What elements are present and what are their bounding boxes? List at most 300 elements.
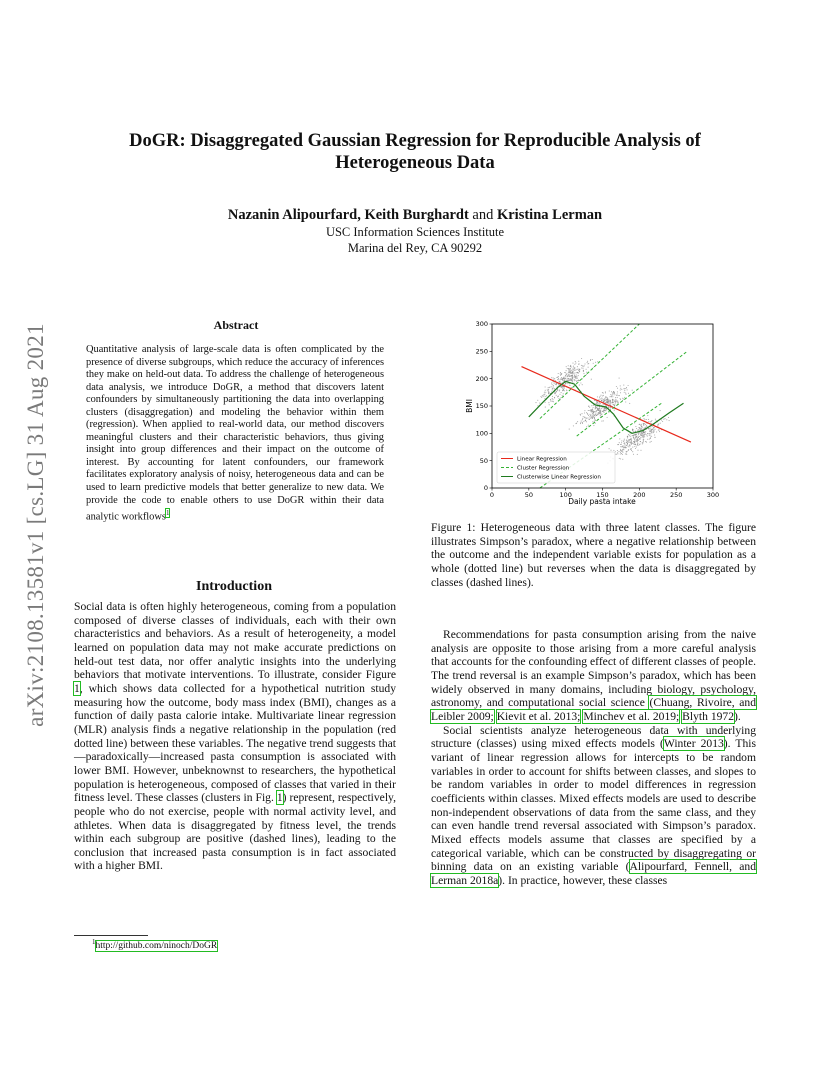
scatter-point [593,367,594,368]
scatter-point [599,402,600,403]
scatter-point [644,434,645,435]
scatter-point [604,400,605,401]
scatter-point [623,441,624,442]
y-axis-label: BMI [465,399,474,413]
scatter-point [614,392,615,393]
cluster-regression-line [540,324,639,419]
scatter-point [638,436,639,437]
scatter-point [612,392,613,393]
scatter-point [607,397,608,398]
scatter-point [545,386,546,387]
scatter-point [615,454,616,455]
scatter-point [626,452,627,453]
scatter-point [606,408,607,409]
scatter-point [554,393,555,394]
scatter-point [596,401,597,402]
scatter-point [579,371,580,372]
scatter-point [562,395,563,396]
scatter-point [650,428,651,429]
scatter-point [568,375,569,376]
scatter-point [570,368,571,369]
citation-link[interactable]: (Chuang, Rivoire, and Leibler 2009; [431,696,756,723]
scatter-points [535,358,673,464]
scatter-point [644,423,645,424]
introduction-heading: Introduction [196,579,272,594]
scatter-point [616,386,617,387]
scatter-point [578,370,579,371]
scatter-point [556,377,557,378]
scatter-point [625,445,626,446]
scatter-point [620,449,621,450]
scatter-point [617,402,618,403]
scatter-point [557,390,558,391]
scatter-point [545,390,546,391]
y-tick-label: 300 [475,320,488,329]
scatter-point [638,440,639,441]
scatter-point [584,410,585,411]
scatter-point [588,425,589,426]
scatter-point [593,412,594,413]
scatter-point [569,379,570,380]
intro-text-3: ) represent, respectively, people who do not exercise, people with normal activity level, and athletes. When data is disaggregated by fitness level, the trends within each subgroup are positive (dashed lines), leading to the conclusion that increased pasta consumption is in fact associated with a higher BMI. [74,791,396,873]
scatter-point [629,442,630,443]
scatter-point [552,388,553,389]
scatter-point [583,373,584,374]
scatter-point [639,433,640,434]
scatter-point [562,386,563,387]
chart-legend [497,452,615,483]
scatter-point [657,424,658,425]
scatter-point [583,366,584,367]
scatter-point [593,425,594,426]
scatter-point [582,368,583,369]
scatter-point [617,397,618,398]
scatter-point [607,400,608,401]
scatter-point [624,388,625,389]
scatter-point [572,372,573,373]
scatter-point [597,396,598,397]
scatter-point [581,413,582,414]
scatter-point [543,396,544,397]
scatter-point [614,410,615,411]
scatter-point [618,451,619,452]
scatter-point [592,409,593,410]
scatter-point [584,365,585,366]
scatter-point [645,424,646,425]
scatter-point [559,389,560,390]
scatter-point [571,387,572,388]
citation-link[interactable]: Winter 2013 [663,737,724,751]
scatter-point [593,407,594,408]
scatter-point [575,380,576,381]
scatter-point [624,439,625,440]
scatter-point [603,404,604,405]
scatter-point [620,385,621,386]
scatter-point [578,369,579,370]
scatter-point [633,429,634,430]
scatter-point [593,414,594,415]
scatter-point [617,450,618,451]
citation-link[interactable]: Minchev et al. 2019; [583,709,680,723]
scatter-point [598,413,599,414]
scatter-point [551,386,552,387]
scatter-point [657,426,658,427]
scatter-point [605,402,606,403]
scatter-point [619,442,620,443]
scatter-point [653,427,654,428]
scatter-point [637,454,638,455]
scatter-point [571,378,572,379]
scatter-point [649,430,650,431]
scatter-point [571,370,572,371]
scatter-point [595,420,596,421]
scatter-point [628,440,629,441]
citation-link[interactable]: Blyth 1972 [682,709,735,723]
scatter-point [630,445,631,446]
scatter-point [649,442,650,443]
scatter-point [640,435,641,436]
scatter-point [640,434,641,435]
scatter-point [564,379,565,380]
scatter-point [552,381,553,382]
scatter-point [621,453,622,454]
scatter-point [647,436,648,437]
scatter-point [635,426,636,427]
scatter-point [643,440,644,441]
scatter-point [620,446,621,447]
scatter-point [601,398,602,399]
scatter-point [574,367,575,368]
scatter-point [654,434,655,435]
footnote-divider [74,935,148,936]
scatter-point [642,437,643,438]
scatter-point [643,425,644,426]
scatter-point [630,449,631,450]
scatter-point [609,390,610,391]
scatter-point [593,416,594,417]
footnote-ref-link[interactable]: 1 [165,509,170,518]
citation-link[interactable]: Alipourfard, Fennell, and Lerman 2018a [431,860,756,887]
scatter-point [627,436,628,437]
scatter-point [580,414,581,415]
scatter-point [640,424,641,425]
scatter-point [649,438,650,439]
scatter-point [584,363,585,364]
scatter-point [589,410,590,411]
scatter-point [561,373,562,374]
scatter-point [642,435,643,436]
scatter-point [638,427,639,428]
scatter-point [647,433,648,434]
scatter-point [586,372,587,373]
scatter-point [622,454,623,455]
figure-caption: Figure 1: Heterogeneous data with three latent classes. The figure illustrates Simpson’s paradox, where a negative relationship between the outcome and the independent variable exists for population as a whole (dotted line) but reverses when the data is disaggregated by classes (dashed lines). [431,521,756,589]
scatter-point [561,392,562,393]
scatter-point [600,403,601,404]
right-text-5: ). In practice, however, these classes [498,873,668,887]
scatter-point [572,369,573,370]
scatter-point [548,402,549,403]
scatter-point [594,414,595,415]
scatter-point [573,369,574,370]
scatter-point [569,383,570,384]
scatter-point [637,442,638,443]
scatter-point [627,389,628,390]
scatter-point [556,395,557,396]
scatter-point [550,401,551,402]
scatter-point [640,429,641,430]
scatter-point [635,438,636,439]
scatter-point [625,401,626,402]
scatter-point [565,374,566,375]
scatter-point [581,365,582,366]
scatter-point [622,459,623,460]
scatter-point [597,414,598,415]
scatter-point [655,419,656,420]
scatter-point [621,451,622,452]
scatter-point [600,398,601,399]
y-tick-label: 0 [483,484,488,493]
scatter-point [592,421,593,422]
scatter-point [574,370,575,371]
scatter-point [631,450,632,451]
scatter-point [568,365,569,366]
scatter-point [609,396,610,397]
scatter-point [643,441,644,442]
scatter-point [582,419,583,420]
scatter-point [650,438,651,439]
scatter-point [592,418,593,419]
scatter-point [617,393,618,394]
figure-1-chart [464,318,726,510]
scatter-point [603,395,604,396]
scatter-point [620,450,621,451]
scatter-point [551,383,552,384]
scatter-point [603,420,604,421]
scatter-point [552,389,553,390]
scatter-point [592,413,593,414]
scatter-point [539,403,540,404]
scatter-point [627,443,628,444]
scatter-point [558,384,559,385]
scatter-point [571,380,572,381]
scatter-point [588,406,589,407]
scatter-point [624,444,625,445]
scatter-point [568,378,569,379]
scatter-point [566,390,567,391]
scatter-point [564,376,565,377]
scatter-point [624,397,625,398]
scatter-point [621,442,622,443]
footnote [92,938,217,951]
scatter-point [612,400,613,401]
scatter-point [615,451,616,452]
right-text-3: Social scientists analyze heterogeneous data with underlying structure (classes) using mixed effects models ( [431,723,756,751]
scatter-point [612,396,613,397]
scatter-point [637,438,638,439]
scatter-point [544,392,545,393]
scatter-point [628,450,629,451]
scatter-point [653,429,654,430]
scatter-point [669,420,670,421]
scatter-point [630,441,631,442]
author-conjunction: and [472,207,494,223]
scatter-point [565,378,566,379]
scatter-point [591,379,592,380]
scatter-point [544,398,545,399]
scatter-point [616,395,617,396]
scatter-point [621,440,622,441]
scatter-point [563,390,564,391]
scatter-point [602,407,603,408]
scatter-point [557,379,558,380]
scatter-point [644,419,645,420]
scatter-point [614,405,615,406]
scatter-point [592,359,593,360]
scatter-point [545,402,546,403]
scatter-point [568,372,569,373]
scatter-point [544,394,545,395]
figure-ref-link[interactable]: 1 [74,681,80,695]
scatter-point [621,389,622,390]
scatter-point [617,400,618,401]
legend-label: Clusterwise Linear Regression [517,474,601,481]
scatter-point [567,383,568,384]
right-column-body [431,628,756,887]
scatter-point [561,387,562,388]
scatter-point [594,417,595,418]
scatter-point [652,428,653,429]
scatter-point [629,439,630,440]
scatter-point [608,401,609,402]
affiliation-line1: USC Information Sciences Institute [325,225,505,239]
scatter-point [595,423,596,424]
footnote-mark: 1 [92,938,96,946]
scatter-point [575,378,576,379]
scatter-point [624,443,625,444]
scatter-point [563,388,564,389]
scatter-point [556,383,557,384]
scatter-point [656,431,657,432]
scatter-point [575,370,576,371]
scatter-point [603,411,604,412]
scatter-point [643,423,644,424]
scatter-point [637,441,638,442]
scatter-point [586,369,587,370]
author-list [80,207,750,224]
scatter-point [662,421,663,422]
scatter-point [550,386,551,387]
scatter-point [635,448,636,449]
scatter-point [599,399,600,400]
scatter-point [627,446,628,447]
scatter-point [615,403,616,404]
scatter-point [593,363,594,364]
scatter-point [645,426,646,427]
scatter-point [632,443,633,444]
scatter-point [560,375,561,376]
scatter-point [572,371,573,372]
scatter-point [603,412,604,413]
scatter-point [589,407,590,408]
scatter-point [566,380,567,381]
scatter-point [587,362,588,363]
scatter-point [658,430,659,431]
scatter-point [605,397,606,398]
scatter-point [613,404,614,405]
scatter-point [552,399,553,400]
scatter-point [581,421,582,422]
scatter-point [570,376,571,377]
scatter-point [595,406,596,407]
scatter-point [562,388,563,389]
scatter-point [620,392,621,393]
scatter-point [611,396,612,397]
scatter-point [659,431,660,432]
scatter-point [555,384,556,385]
scatter-point [601,408,602,409]
scatter-point [587,413,588,414]
scatter-point [636,428,637,429]
scatter-point [567,368,568,369]
scatter-point [576,381,577,382]
scatter-point [553,385,554,386]
scatter-point [568,369,569,370]
scatter-point [651,429,652,430]
scatter-point [620,452,621,453]
scatter-point [648,421,649,422]
scatter-point [554,397,555,398]
abstract-text: Quantitative analysis of large-scale data is often complicated by the presence of diverse subgroups, which reduce the accuracy of inferences they make on held-out data. To address the challenge of heterogeneous data analysis, we introduce DoGR, a method that discovers latent confounders by simultaneously partitioning the data into overlapping clusters (disaggregation) and modeling the behavior within them (regression). When applied to real-world data, our method discovers meaningful clusters and their characteristic behaviors, thus giving insight into group differences and their impact on the outcome of interest. By accounting for latent confounders, our framework facilitates exploratory analysis of noisy, heterogeneous data and can be used to learn predictive models that better generalize to new data. We provide the code to enable others to use DoGR within their data analytic workflows [86,344,384,523]
scatter-point [608,403,609,404]
scatter-point [631,440,632,441]
scatter-point [607,399,608,400]
scatter-point [632,447,633,448]
footnote-url-link[interactable]: http://github.com/ninoch/DoGR [95,941,218,952]
citation-link[interactable]: Kievit et al. 2013; [496,709,581,723]
scatter-point [624,447,625,448]
intro-text-1: Social data is often highly heterogeneous, coming from a population composed of diverse classes of individuals, each with their own characteristics and behaviors. As a result of heterogeneity, a model learned on population data may not make accurate predictions on held-out test data, nor offer analytic insights into the underlying behaviors that motivate interventions. To illustrate, consider Figure [74,600,396,682]
scatter-point [646,419,647,420]
scatter-point [595,414,596,415]
scatter-point [642,442,643,443]
scatter-point [596,407,597,408]
scatter-point [619,395,620,396]
scatter-point [575,363,576,364]
scatter-point [549,404,550,405]
scatter-point [596,410,597,411]
scatter-point [571,373,572,374]
scatter-point [580,422,581,423]
scatter-point [615,401,616,402]
scatter-point [634,441,635,442]
scatter-point [620,398,621,399]
scatter-point [589,416,590,417]
scatter-point [598,403,599,404]
scatter-point [575,377,576,378]
scatter-point [575,376,576,377]
scatter-point [583,370,584,371]
scatter-point [573,373,574,374]
figure-ref-link-2[interactable]: 1 [276,791,283,805]
scatter-point [583,421,584,422]
scatter-point [632,451,633,452]
scatter-point [584,412,585,413]
scatter-point [573,366,574,367]
scatter-point [574,379,575,380]
scatter-point [588,415,589,416]
scatter-point [630,433,631,434]
